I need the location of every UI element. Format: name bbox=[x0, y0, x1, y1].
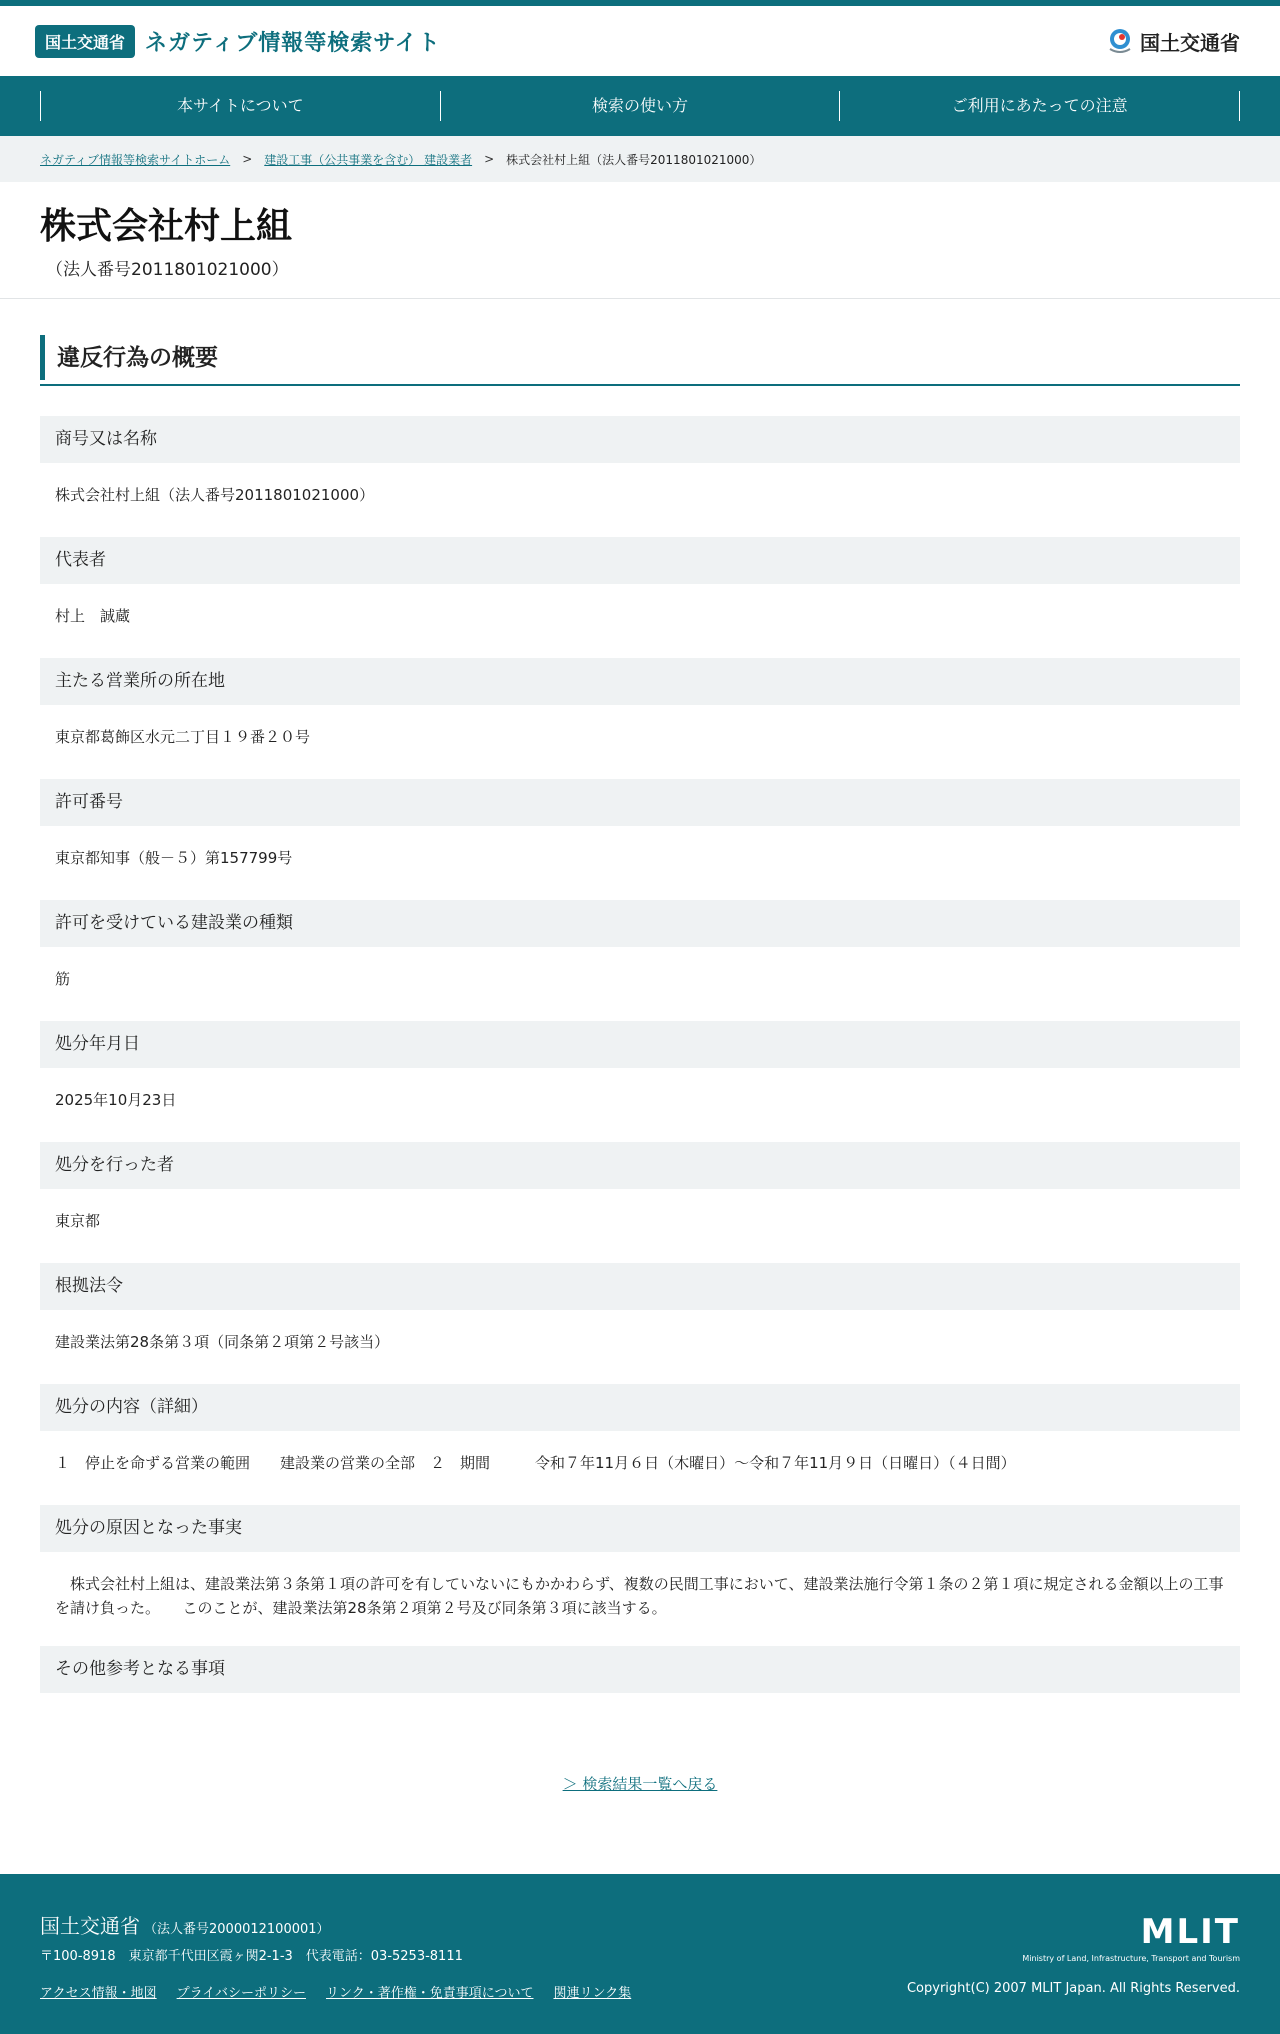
detail-label: 処分の内容（詳細） bbox=[40, 1384, 1240, 1431]
detail-label: 許可番号 bbox=[40, 779, 1240, 826]
footer-link-related[interactable]: 関連リンク集 bbox=[553, 1985, 632, 2001]
breadcrumb-category-link[interactable]: 建設工事（公共事業を含む） 建設業者 bbox=[264, 152, 473, 167]
detail-row-business-type bbox=[40, 900, 1240, 1021]
page-title: 株式会社村上組 bbox=[40, 206, 293, 247]
mlit-logo bbox=[1022, 1912, 1240, 1963]
nav-item-how-to-search[interactable]: 検索の使い方 bbox=[440, 91, 840, 121]
nav-item-notes[interactable]: ご利用にあたっての注意 bbox=[839, 91, 1240, 121]
detail-label: 許可を受けている建設業の種類 bbox=[40, 900, 1240, 947]
detail-row-disposition-details bbox=[40, 1384, 1240, 1505]
detail-label: 処分年月日 bbox=[40, 1021, 1240, 1068]
footer-org-number: （法人番号2000012100001） bbox=[144, 1921, 330, 1937]
detail-value: １ 停止を命ずる営業の範囲 建設業の営業の全部 ２ 期間 令和７年11月６日（木曜日）～令和７年11月９日（日曜日）（４日間） bbox=[55, 1453, 1016, 1472]
detail-value: 東京都 bbox=[55, 1211, 101, 1230]
breadcrumb-separator: > bbox=[484, 152, 495, 166]
detail-label: 根拠法令 bbox=[40, 1263, 1240, 1310]
detail-row-trade-name bbox=[40, 416, 1240, 537]
corporate-number: （法人番号2011801021000） bbox=[46, 259, 289, 280]
ministry-logo[interactable] bbox=[1106, 27, 1240, 56]
detail-row-address bbox=[40, 658, 1240, 779]
footer-address: 〒100-8918 東京都千代田区霞ヶ関2-1-3 代表電話：03-5253-8111 bbox=[40, 1948, 463, 1964]
detail-row-representative bbox=[40, 537, 1240, 658]
detail-label: 主たる営業所の所在地 bbox=[40, 658, 1240, 705]
detail-value: 2025年10月23日 bbox=[55, 1090, 177, 1109]
detail-value: 東京都知事（般－５）第157799号 bbox=[55, 848, 293, 867]
footer-link-access[interactable]: アクセス情報・地図 bbox=[40, 1985, 157, 2001]
mlit-logo-word: MLIT bbox=[1140, 1911, 1240, 1952]
detail-value: 東京都葛飾区水元二丁目１９番２０号 bbox=[55, 727, 311, 746]
section-heading: 違反行為の概要 bbox=[40, 335, 1240, 380]
detail-row-disposing-authority bbox=[40, 1142, 1240, 1263]
footer-link-privacy[interactable]: プライバシーポリシー bbox=[176, 1985, 306, 2001]
global-nav bbox=[0, 76, 1280, 136]
detail-label: 処分の原因となった事実 bbox=[40, 1505, 1240, 1552]
detail-row-other-notes bbox=[40, 1646, 1240, 1693]
copyright-text: Copyright(C) 2007 MLIT Japan. All Rights Reserved. bbox=[906, 1980, 1240, 1996]
detail-row-legal-basis bbox=[40, 1263, 1240, 1384]
detail-label: 代表者 bbox=[40, 537, 1240, 584]
detail-label: 処分を行った者 bbox=[40, 1142, 1240, 1189]
detail-value: 筋 bbox=[55, 969, 71, 988]
site-brand[interactable] bbox=[35, 25, 441, 58]
detail-value: 株式会社村上組は、建設業法第３条第１項の許可を有していないにもかかわらず、複数の民間工事において、建設業法施行令第１条の２第１項に規定される金額以上の工事を請け負った。 このことが、建設業法第28条第２項第２号及び同条第３項に該当する。 bbox=[55, 1574, 1224, 1617]
ministry-badge: 国土交通省 bbox=[35, 25, 135, 58]
back-link-area bbox=[40, 1773, 1240, 1794]
footer-link-copyright[interactable]: リンク・著作権・免責事項について bbox=[325, 1985, 534, 2001]
detail-label: その他参考となる事項 bbox=[40, 1646, 1240, 1693]
ministry-logo-text: 国土交通省 bbox=[1140, 30, 1240, 55]
section-divider bbox=[40, 384, 1240, 386]
footer-org-name: 国土交通省 bbox=[40, 1913, 140, 1938]
detail-row-license-number bbox=[40, 779, 1240, 900]
nav-item-about[interactable]: 本サイトについて bbox=[40, 91, 440, 121]
detail-value: 建設業法第28条第３項（同条第２項第２号該当） bbox=[55, 1332, 390, 1351]
site-footer bbox=[0, 1874, 1280, 2034]
breadcrumb-current: 株式会社村上組（法人番号2011801021000） bbox=[506, 152, 762, 167]
back-to-results-link[interactable]: ＞ 検索結果一覧へ戻る bbox=[562, 1774, 718, 1793]
site-header bbox=[0, 6, 1280, 76]
detail-row-cause-facts bbox=[40, 1505, 1240, 1646]
detail-row-disposition-date bbox=[40, 1021, 1240, 1142]
detail-value: 村上 誠蔵 bbox=[55, 606, 131, 625]
breadcrumb-separator: > bbox=[242, 152, 253, 166]
mlit-logo-subtitle: Ministry of Land, Infrastructure, Transport and Tourism bbox=[1022, 1953, 1240, 1963]
detail-value: 株式会社村上組（法人番号2011801021000） bbox=[55, 485, 375, 504]
detail-label: 商号又は名称 bbox=[40, 416, 1240, 463]
main-content bbox=[0, 299, 1280, 1794]
page-title-area bbox=[0, 182, 1280, 299]
breadcrumb-home-link[interactable]: ネガティブ情報等検索サイトホーム bbox=[40, 152, 231, 167]
site-title-link[interactable]: ネガティブ情報等検索サイト bbox=[145, 30, 441, 56]
ministry-emblem-icon bbox=[1106, 27, 1134, 55]
breadcrumb bbox=[0, 136, 1280, 182]
